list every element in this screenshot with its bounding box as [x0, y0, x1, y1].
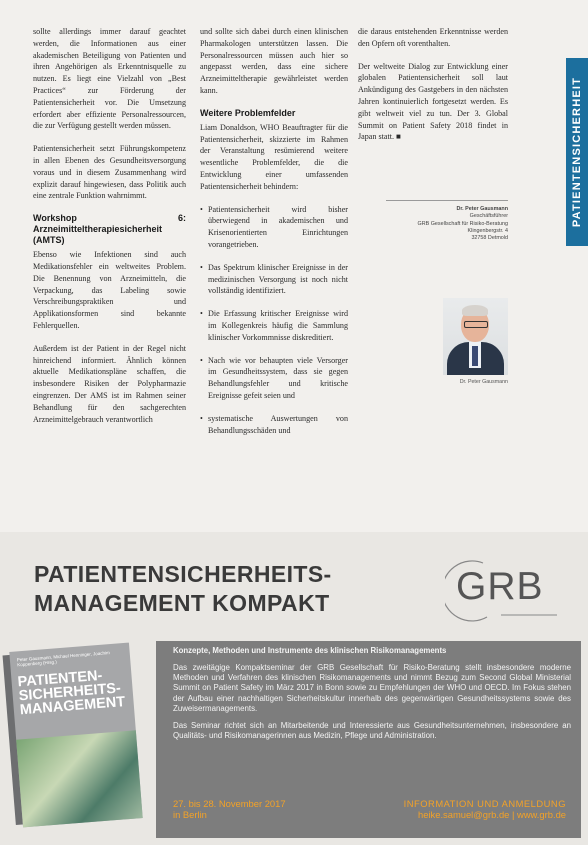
ad-paragraph: Das Seminar richtet sich an Mitarbeitende und Interessierte aus Gesundheitsunternehmen, insbesondere an Qualitäts- und Risikomanagerinnen aus Medizin, Pflege und Administration. [173, 721, 571, 741]
registration-info [404, 798, 566, 820]
paragraph: Außerdem ist der Patient in der Regel nicht hinreichend informiert. Ähnlich können aktuelle Medikationspläne schaffen, die insbesondere Risiken der Polypharmazie eingrenzen. Der AMS ist im Rahmen seiner Behandlung für den sachgerechten Arzneimittelgebrauch verantwortlich [33, 343, 186, 424]
author-org: GRB Gesellschaft für Risiko-Beratung [417, 220, 508, 227]
ad-paragraph: Das zweitägige Kompaktseminar der GRB Gesellschaft für Risiko-Beratung stellt insbesondere moderne Methoden und Verfahren des klinischen Risikomanagements und nimmt Bezug zum Second Global Ministerial Summit on Patient Safety im März 2017 in Bonn sowie zu Empfehlungen der WHO und OECD. Im Fokus stehen der Aufbau einer nachhaltigen Sicherheitskultur innerhalb des gegenwärtigen Gesundheitssystems sowie des Zuweisermanagements. [173, 663, 571, 713]
book-title: PATIENTEN-SICHERHEITS-MANAGEMENT [17, 667, 126, 719]
paragraph: Liam Donaldson, WHO Beauftragter für die Patientensicherheit, skizzierte im Rahmen der Veranstaltung resümierend weitere wesentliche Problemfelder, die die Entwicklung einer umfassenden Patientensicherheit behindern: [200, 122, 348, 191]
section-tab [566, 58, 588, 246]
text-column-1 [33, 26, 186, 436]
author-photo [443, 298, 508, 375]
author-name: Dr. Peter Gausmann [456, 206, 508, 212]
bullet-item: • Die Erfassung kritischer Ereignisse wird im Kollegenkreis häufig die Sammlung klinischer Vorkommnisse diskreditiert. [200, 308, 348, 343]
text-column-3 [358, 26, 508, 154]
ad-title [34, 560, 332, 618]
book-cover [9, 643, 142, 828]
event-date [173, 798, 286, 820]
ad-title-line: MANAGEMENT KOMPAKT [34, 590, 330, 616]
paragraph: Der weltweite Dialog zur Entwicklung einer globalen Patientensicherheit soll laut Ankündigung des Gastgebers in den nächsten Jahren kontinuierlich fortgesetzt werden. Es gibt weltweit viel zu tun. Der 3. Global Summit on Patient Safety 2018 findet in Japan statt. ■ [358, 61, 508, 142]
event-location: in Berlin [173, 809, 207, 820]
paragraph: sollte allerdings immer darauf geachtet werden, die Informationen aus einer akademischen Beteiligung von Patienten und ihren Angehörigen als Erkenntnisquelle zu nutzen. Es liegt eine Vielzahl von „Best Practices“ zur Förderung der Patientensicherheit vor. Die Umsetzung erfordert aber effiziente Personalressourcen, die zur Verfügung gestellt werden müssen. [33, 27, 186, 131]
paragraph: und sollte sich dabei durch einen klinischen Pharmakologen unterstützen lassen. Die Personalressourcen müssen auch hier so angepasst werden, dass eine sichere Arzneimitteltherapie gewährleistet werden kann. [200, 27, 348, 95]
bullet-item: • Patientensicherheit wird bisher überwiegend in akademischen und Krisenorientierten Einrichtungen vorangetrieben. [200, 204, 348, 251]
ad-body [173, 663, 571, 748]
author-box [386, 206, 508, 242]
section-heading: Weitere Problemfelder [200, 107, 296, 118]
bullet-item: • Nach wie vor behaupten viele Versorger im Gesundheitssystem, dass sie gegen Behandlungsfehler und kritische Ereignisse gefeit seien und [200, 355, 348, 402]
event-date-line: 27. bis 28. November 2017 [173, 798, 286, 809]
contact-link[interactable]: heike.samuel@grb.de | www.grb.de [418, 809, 566, 820]
paragraph: die daraus entstehenden Erkenntnisse werden den Opfern oft vorenthalten. [358, 27, 508, 48]
logo-text: GRB [456, 565, 544, 608]
author-city: 32758 Detmold [471, 235, 508, 242]
ad-title-line: PATIENTENSICHERHEITS- [34, 561, 332, 587]
grb-logo [445, 555, 560, 625]
ad-subtitle: Konzepte, Methoden und Instrumente des klinischen Risikomanagements [173, 646, 447, 655]
photo-caption: Dr. Peter Gausmann [459, 379, 508, 385]
registration-label: INFORMATION UND ANMELDUNG [403, 798, 566, 809]
paragraph: Ebenso wie Infektionen sind auch Medikationsfehler ein weltweites Problem. Die Benennung von Arzneimitteln, die Verpackung, das Labeling sowie Verschreibungspraktiken und Applikationsformen sind bekannte Fehlerquellen. [33, 250, 186, 330]
divider [386, 200, 508, 201]
author-street: Klingenbergstr. 4 [467, 227, 508, 234]
book-editors: Peter Gausmann, Michael Henninger, Joachim Koppenberg (Hrsg.) [16, 650, 110, 668]
text-column-2 [200, 26, 348, 447]
book-cover-image [16, 730, 143, 827]
section-heading: Workshop 6: Arzneimitteltherapiesicherheit (AMTS) [33, 213, 186, 246]
section-tab-label: PATIENTENSICHERHEIT [571, 76, 583, 228]
bullet-item: • Das Spektrum klinischer Ereignisse in der medizinischen Versorgung ist noch nicht vollständig identifiziert. [200, 262, 348, 297]
author-role: Geschäftsführer [469, 213, 508, 220]
paragraph: Patientensicherheit setzt Führungskompetenz in allen Ebenen des Gesundheitsversorgung voraus und in diesem Zusammenhang wird explizit darauf hingewiesen, dass Politik auch eine zentrale Funktion wahrnimmt. [33, 144, 186, 201]
bullet-item: • systematische Auswertungen von Behandlungsschäden und [200, 413, 348, 437]
